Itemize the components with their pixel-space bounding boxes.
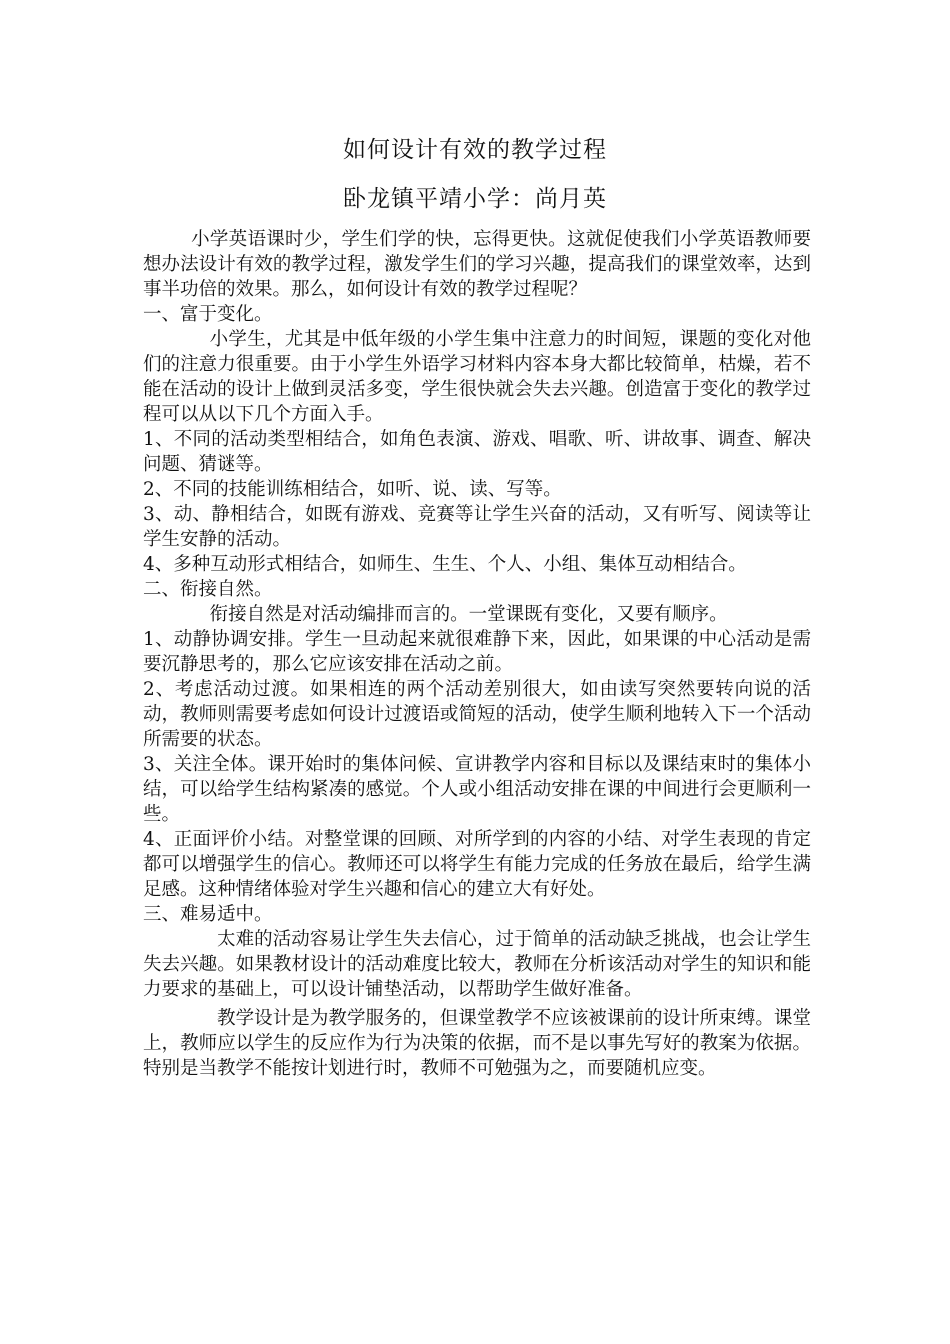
section-heading: 二、衔接自然。 [143, 579, 273, 600]
list-item: 3、关注全体。课开始时的集体问候、宣讲教学内容和目标以及课结束时的集体小结，可以给学生结构紧凑的感觉。个人或小组活动安排在课的中间进行会更顺利一些。 [143, 754, 811, 825]
list-item: 2、不同的技能训练相结合，如听、说、读、写等。 [143, 479, 562, 500]
list-item: 4、多种互动形式相结合，如师生、生生、个人、小组、集体互动相结合。 [143, 554, 747, 575]
author-line: 卧龙镇平靖小学：尚月英 [343, 186, 607, 212]
document-title: 如何设计有效的教学过程 [343, 137, 607, 163]
section-paragraph: 小学生，尤其是中低年级的小学生集中注意力的时间短，课题的变化对他们的注意力很重要。由于小学生外语学习材料内容本身大都比较简单，枯燥，若不能在活动的设计上做到灵活多变，学生很快就会失去兴趣。创造富于变化的教学过程可以从以下几个方面入手。 [143, 329, 811, 425]
list-item: 3、动、静相结合，如既有游戏、竞赛等让学生兴奋的活动，又有听写、阅读等让学生安静的活动。 [143, 504, 811, 550]
list-item: 2、考虑活动过渡。如果相连的两个活动差别很大，如由读写突然要转向说的活动，教师则需要考虑如何设计过渡语或简短的活动，使学生顺利地转入下一个活动所需要的状态。 [143, 679, 811, 750]
document-body [143, 227, 811, 1081]
list-item: 1、不同的活动类型相结合，如角色表演、游戏、唱歌、听、讲故事、调查、解决问题、猜谜等。 [143, 429, 811, 475]
list-item: 4、正面评价小结。对整堂课的回顾、对所学到的内容的小结、对学生表现的肯定都可以增强学生的信心。教师还可以将学生有能力完成的任务放在最后，给学生满足感。这种情绪体验对学生兴趣和信心的建立大有好处。 [143, 829, 811, 900]
intro-paragraph: 小学英语课时少，学生们学的快，忘得更快。这就促使我们小学英语教师要想办法设计有效的教学过程，激发学生们的学习兴趣，提高我们的课堂效率，达到事半功倍的效果。那么，如何设计有效的教学过程呢？ [143, 229, 811, 300]
list-item: 1、动静协调安排。学生一旦动起来就很难静下来，因此，如果课的中心活动是需要沉静思考的，那么它应该安排在活动之前。 [143, 629, 811, 675]
section-paragraph: 太难的活动容易让学生失去信心，过于简单的活动缺乏挑战，也会让学生失去兴趣。如果教材设计的活动难度比较大，教师在分析该活动对学生的知识和能力要求的基础上，可以设计铺垫活动，以帮助学生做好准备。 [143, 929, 811, 1000]
section-paragraph: 衔接自然是对活动编排而言的。一堂课既有变化，又要有顺序。 [209, 604, 728, 625]
closing-paragraph: 教学设计是为教学服务的，但课堂教学不应该被课前的设计所束缚。课堂上，教师应以学生的反应作为行为决策的依据，而不是以事先写好的教案为依据。特别是当教学不能按计划进行时，教师不可勉强为之，而要随机应变。 [143, 1008, 811, 1079]
section-heading: 三、难易适中。 [143, 904, 273, 925]
section-heading: 一、富于变化。 [143, 304, 273, 325]
